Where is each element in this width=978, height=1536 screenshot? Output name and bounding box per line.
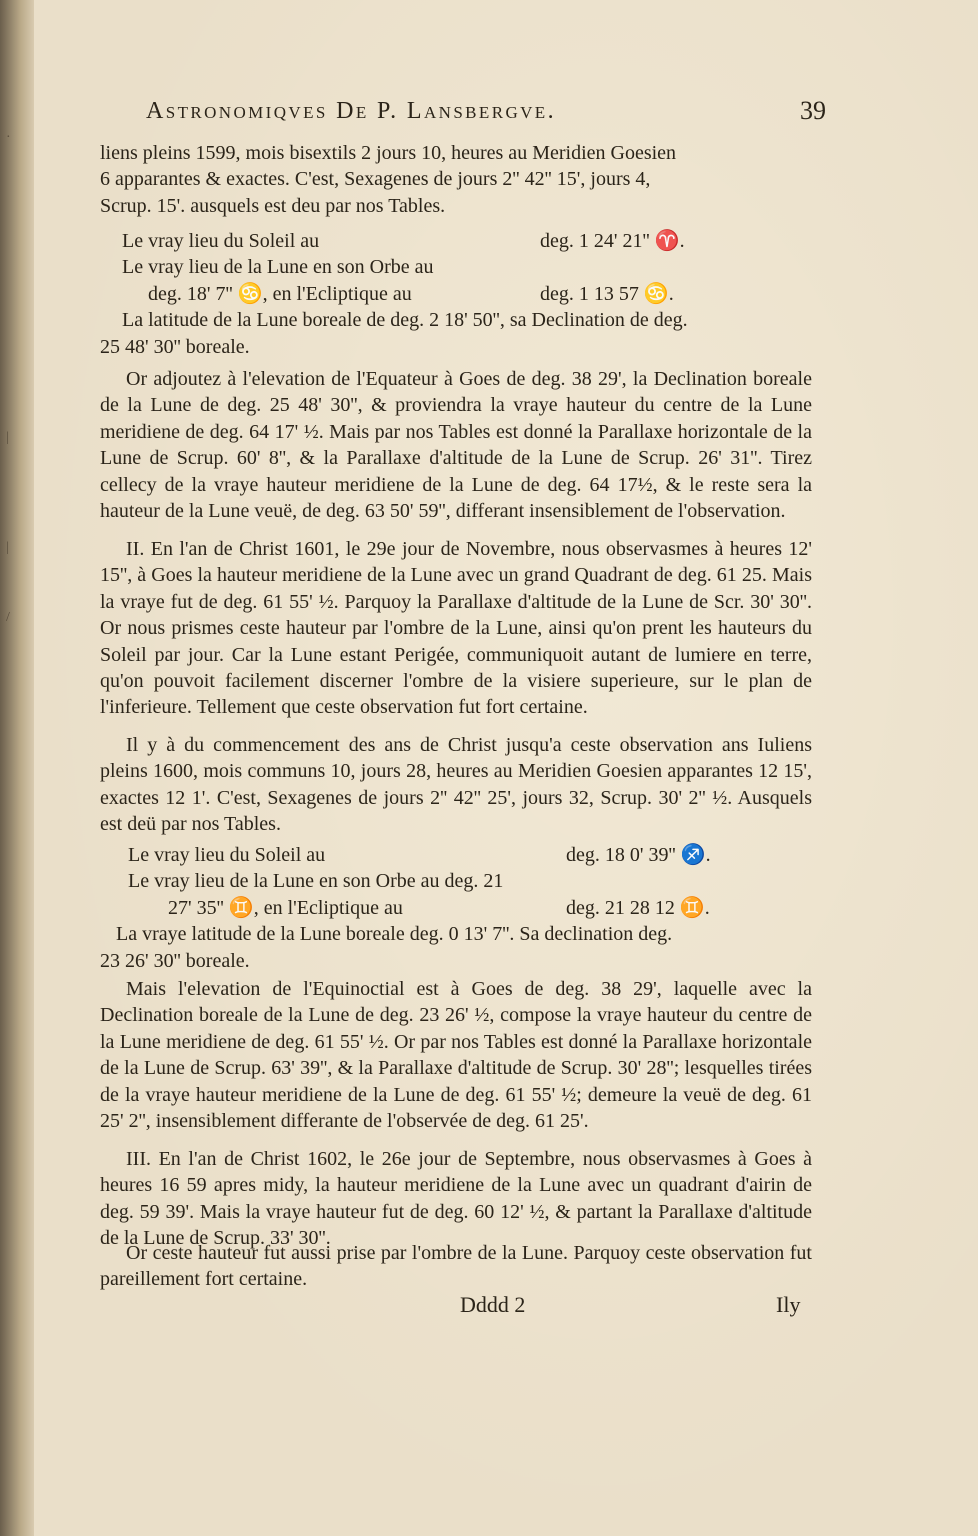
table-positions-2 — [100, 842, 812, 974]
text-line: 6 apparantes & exactes. C'est, Sexagenes de jours 2'' 42'' 15', jours 4, — [100, 168, 651, 191]
margin-mark: / — [6, 610, 10, 625]
table-row — [100, 948, 812, 974]
row-label: Le vray lieu du Soleil au — [128, 844, 326, 866]
paragraph-text: Or adjoutez à l'elevation de l'Equateur à Goes de deg. 38 29', la Declination boreale de la Lune de deg. 25 48' 30'', & proviendra la vraye hauteur du centre de la Lune meridiene de deg. 64 17' ½. Mais par nos Tables est donné la Parallaxe horizontale de la Lune de Scrup. 60' 8'', & la Parallaxe d'altitude de la Lune de Scrup. 26' 31''. Tirez cellecy de la vraye hauteur meridiene de la Lune de deg. 64 17½, & le reste sera la hauteur de la Lune veuë, de deg. 63 50' 59'', differant insensiblement de l'observation. — [100, 368, 812, 523]
paragraph-3 — [100, 732, 812, 838]
row-value: deg. 1 13 57 ♋. — [540, 282, 674, 305]
table-row — [100, 842, 812, 868]
facing-page-edge — [0, 0, 34, 1536]
row-label: La latitude de la Lune boreale de deg. 2 18' 50'', sa Declination de deg. — [122, 309, 688, 332]
paragraph-text: Or ceste hauteur fut aussi prise par l'ombre de la Lune. Parquoy ceste observation fut pareillement fort certaine. — [100, 1242, 812, 1291]
row-label: deg. 18' 7'' ♋, en l'Ecliptique au — [148, 282, 412, 305]
text-line: Scrup. 15'. ausquels est deu par nos Tables. — [100, 194, 446, 217]
page-number: 39 — [800, 96, 826, 125]
paragraph-1 — [100, 366, 812, 524]
row-label: 27' 35'' ♊, en l'Ecliptique au — [168, 896, 403, 919]
table-positions-1 — [100, 228, 812, 360]
paragraph-text: II. En l'an de Christ 1601, le 29e jour de Novembre, nous observasmes à heures 12' 15'', à Goes la hauteur meridiene de la Lune avec un grand Quadrant de deg. 61 25. Mais la vraye fut de deg. 61 55' ½. Parquoy la Parallaxe d'altitude de la Lune de Scr. 30' 30''. Or nous prismes ceste hauteur par l'ombre de la Lune, ainsi qu'on prent les hauteurs du Soleil par jour. Car la Lune estant Perigée, communiquoit autant de lumiere en terre, qu'on pouvoit facilement discerner l'ombre de la visiere superieure, sur le plan de l'inferieure. Tellement que ceste observation fut fort certaine. — [100, 538, 812, 719]
row-label: La vraye latitude de la Lune boreale deg. 0 13' 7''. Sa declination deg. — [116, 923, 673, 946]
signature-mark: Dddd 2 — [460, 1292, 526, 1317]
text-line: liens pleins 1599, mois bisextils 2 jours 10, heures au Meridien Goesien — [100, 142, 677, 164]
row-label: Le vray lieu de la Lune en son Orbe au deg. 21 — [128, 870, 504, 893]
table-row — [100, 228, 812, 254]
intro-paragraph — [100, 140, 812, 219]
margin-mark: | — [6, 540, 9, 555]
running-title: Astronomiqves De P. Lansbergve. — [146, 98, 556, 124]
row-label: Le vray lieu de la Lune en son Orbe au — [122, 256, 434, 279]
table-row — [100, 281, 812, 307]
paragraph-5 — [100, 1146, 812, 1252]
margin-mark: · — [6, 130, 11, 145]
table-row — [100, 921, 812, 947]
margin-mark: | — [6, 430, 9, 445]
paragraph-2 — [100, 536, 812, 721]
row-label: 23 26' 30'' boreale. — [100, 949, 250, 972]
paragraph-text: Il y à du commencement des ans de Christ jusqu'a ceste observation ans Iuliens pleins 1600, mois communs 10, jours 28, heures au Meridien Goesien apparantes 12 15', exactes 12 1'. C'est, Sexagenes de jours 2'' 42'' 25', jours 32, Scrup. 30' 2'' ½. Ausquels est deü par nos Tables. — [100, 734, 812, 836]
table-row — [100, 307, 812, 333]
row-value: deg. 1 24' 21'' ♈. — [540, 230, 685, 252]
row-value: deg. 18 0' 39'' ♐. — [566, 844, 711, 866]
row-value: deg. 21 28 12 ♊. — [566, 896, 710, 919]
table-row — [100, 895, 812, 921]
table-row — [100, 868, 812, 894]
catchword: Ily — [776, 1292, 801, 1317]
paragraph-text: Mais l'elevation de l'Equinoctial est à Goes de deg. 38 29', laquelle avec la Declination boreale de la Lune de deg. 23 26' ½, compose la vraye hauteur du centre de la Lune meridiene de deg. 61 55' ½. Or par nos Tables est donné la Parallaxe horizontale de la Lune de Scrup. 63' 39'', & la Parallaxe d'altitude de Scrup. 30' 28''; lesquelles tirées de la vraye hauteur meridiene de la Lune de deg. 61 55' ½; demeure la veuë de deg. 61 25' 2'', insensiblement differante de l'observée de deg. 61 25'. — [100, 978, 812, 1133]
table-row — [100, 334, 812, 360]
running-header — [146, 98, 826, 132]
row-label: 25 48' 30'' boreale. — [100, 335, 250, 358]
paragraph-4 — [100, 976, 812, 1134]
table-row — [100, 254, 812, 280]
paragraph-6 — [100, 1240, 812, 1293]
paragraph-text: III. En l'an de Christ 1602, le 26e jour de Septembre, nous observasmes à Goes à heures 16 59 apres midy, la hauteur meridiene de la Lune avec un quadrant d'airin de deg. 59 39'. Mais la vraye hauteur fut de deg. 60 12' ½, & partant la Parallaxe d'altitude de la Lune de Scrup. 33' 30''. — [100, 1148, 812, 1250]
row-label: Le vray lieu du Soleil au — [122, 230, 320, 252]
